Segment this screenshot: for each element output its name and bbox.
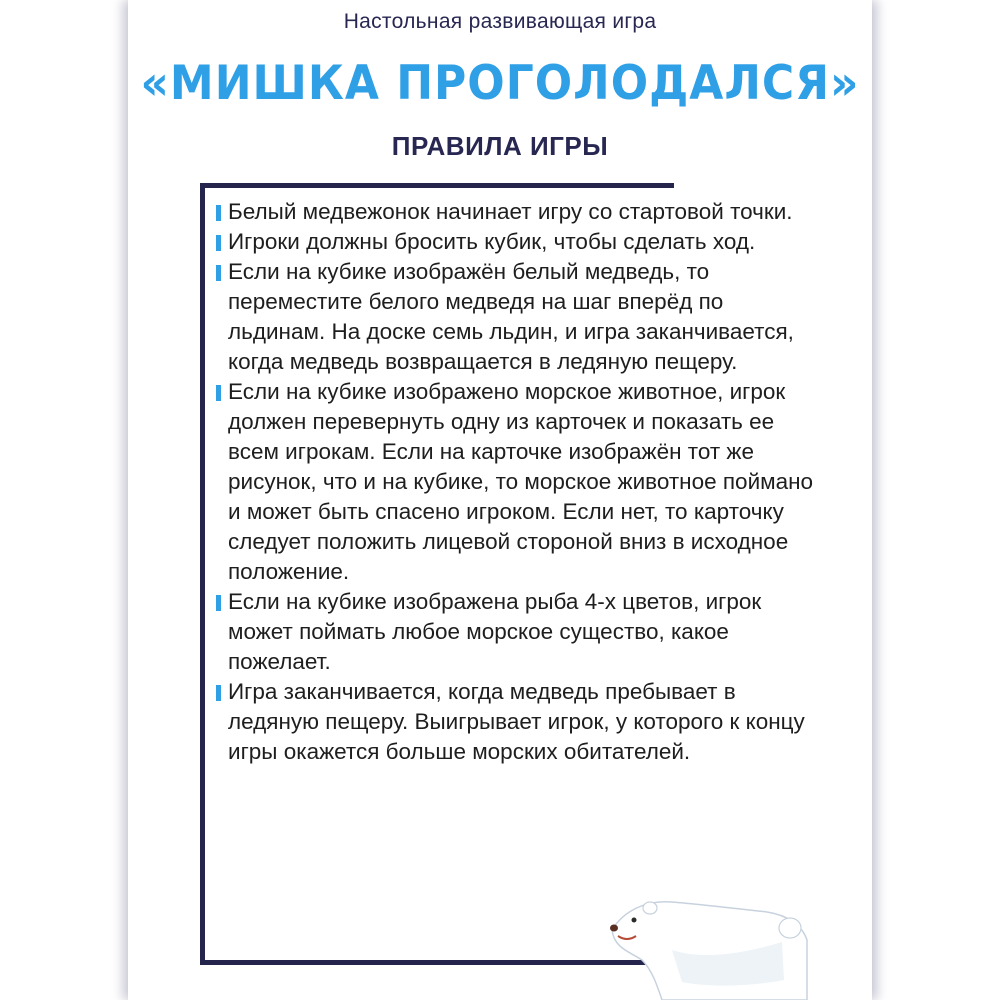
rule-text: Белый медвежонок начинает игру со стартовой точки.: [228, 199, 793, 224]
rule-text: Если на кубике изображено морское животное, игрок должен перевернуть одну из карточек и показать ее всем игрокам. Если на карточке изображён тот же рисунок, что и на кубике, то морское животное поймано и может быть спасено игроком. Если нет, то карточку следует положить лицевой стороной вниз в исходное положение.: [228, 379, 814, 584]
bullet-marker: [216, 265, 221, 281]
rule-item: [214, 227, 814, 257]
rule-text: Игроки должны бросить кубик, чтобы сделать ход.: [228, 229, 756, 254]
game-title: «МИШКА ПРОГОЛОДАЛСЯ»: [140, 55, 860, 112]
rule-item: [214, 677, 814, 767]
rule-text: Игра заканчивается, когда медведь пребывает в ледяную пещеру. Выигрывает игрок, у которого к концу игры окажется больше морских обитателей.: [228, 679, 805, 764]
frame-left-border: [200, 183, 205, 965]
bullet-marker: [216, 235, 221, 251]
rule-item: [214, 377, 814, 587]
bullet-marker: [216, 685, 221, 701]
rule-item: [214, 197, 814, 227]
rules-heading: ПРАВИЛА ИГРЫ: [391, 131, 609, 161]
frame-top-border: [200, 183, 674, 188]
game-kicker: Настольная развивающая игра: [343, 10, 657, 33]
polar-bear-illustration: [602, 890, 812, 1000]
rule-text: Если на кубике изображена рыба 4-х цветов, игрок может поймать любое морское существо, какое пожелает.: [228, 589, 762, 674]
rules-list: [214, 197, 814, 767]
rule-item: [214, 257, 814, 377]
bullet-marker: [216, 385, 221, 401]
rule-item: [214, 587, 814, 677]
bullet-marker: [216, 205, 221, 221]
bullet-marker: [216, 595, 221, 611]
rule-text: Если на кубике изображён белый медведь, то переместите белого медведя на шаг вперёд по льдинам. На доске семь льдин, и игра заканчивается, когда медведь возвращается в ледяную пещеру.: [228, 259, 794, 374]
